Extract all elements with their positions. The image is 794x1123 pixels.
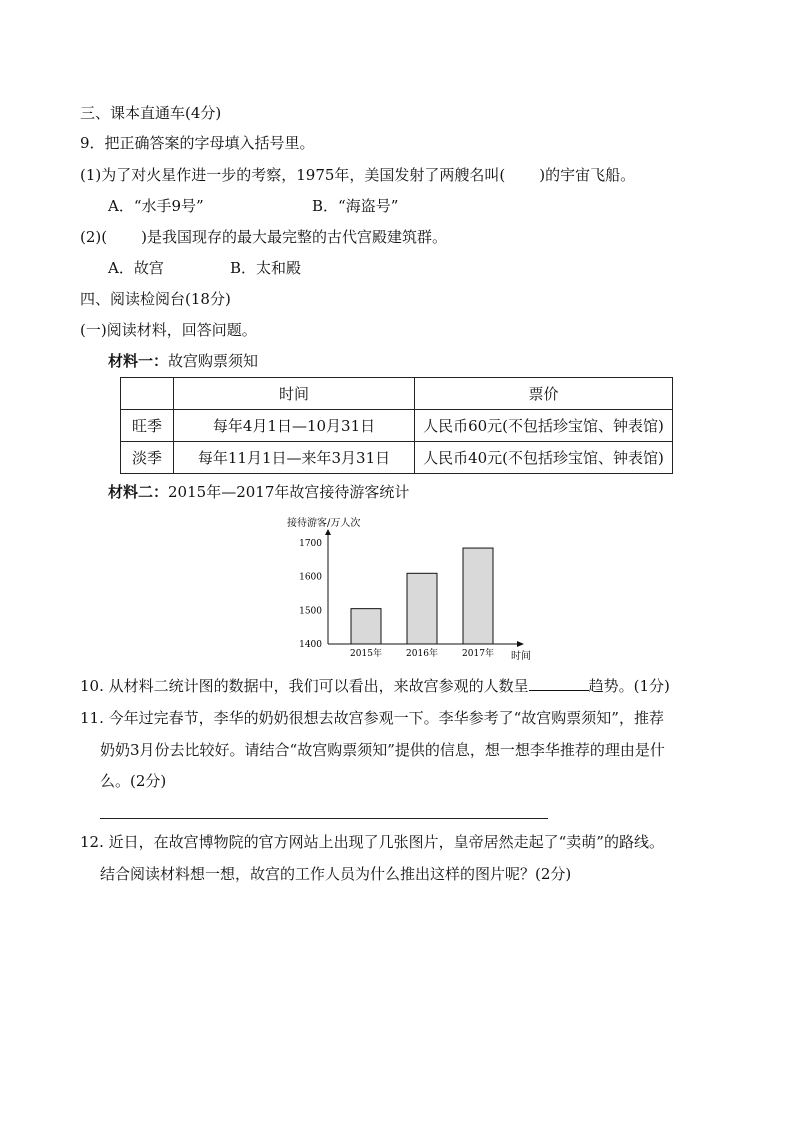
answer-line[interactable] <box>100 818 548 819</box>
q11-line3: 么。(2分) <box>100 772 167 790</box>
chart-xlabel: 时间 <box>511 651 531 662</box>
table-row <box>121 410 673 442</box>
material2-heading <box>108 482 409 502</box>
y-tick-label: 1700 <box>299 539 322 549</box>
table-header-row <box>121 378 673 410</box>
table-cell: 旺季 <box>121 410 174 442</box>
q9-1-text-post: )的宇宙飞船。 <box>539 166 636 184</box>
section4-title: 四、阅读检阅台(18分) <box>80 290 231 308</box>
material2-title: 2015年—2017年故宫接待游客统计 <box>168 483 410 501</box>
x-tick-label: 2015年 <box>350 649 382 659</box>
q10 <box>80 676 670 696</box>
q9-1-option-b: B．“海盗号” <box>312 197 399 215</box>
q9-1 <box>80 165 635 185</box>
material1-title: 故宫购票须知 <box>168 352 259 370</box>
material1-label: 材料一： <box>108 352 169 370</box>
table-cell: 每年11月1日—来年3月31日 <box>174 442 415 474</box>
material1-heading <box>108 351 258 371</box>
table-row <box>121 442 673 474</box>
q9-stem: 9．把正确答案的字母填入括号里。 <box>80 134 315 152</box>
x-axis-arrow-icon <box>517 641 524 647</box>
chart-ylabel: 接待游客/万人次 <box>287 518 361 529</box>
x-tick-label: 2017年 <box>462 649 494 659</box>
y-tick-label: 1600 <box>299 572 322 583</box>
q9-2 <box>80 227 447 247</box>
q12-line1: 12. 近日，在故宫博物院的官方网站上出现了几张图片，皇帝居然走起了“卖萌”的路线。 <box>80 833 664 851</box>
q9-2-option-a: A．故宫 <box>108 259 164 277</box>
section3-title: 三、课本直通车(4分) <box>80 104 222 122</box>
table-header-cell <box>121 378 174 410</box>
table-header-cell: 时间 <box>174 378 415 410</box>
ticket-table <box>120 377 673 474</box>
bar <box>407 573 437 644</box>
y-axis-arrow-icon <box>325 529 331 535</box>
y-tick-label: 1500 <box>299 606 322 617</box>
q11-line1: 11. 今年过完春节，李华的奶奶很想去故宫参观一下。李华参考了“故宫购票须知”，推荐 <box>80 709 664 727</box>
table-cell: 每年4月1日—10月31日 <box>174 410 415 442</box>
table-cell: 淡季 <box>121 442 174 474</box>
bar <box>351 609 381 644</box>
table-header-cell: 票价 <box>415 378 673 410</box>
q9-2-text-post: )是我国现存的最大最完整的古代宫殿建筑群。 <box>141 228 447 246</box>
table-cell: 人民币40元(不包括珍宝馆、钟表馆) <box>415 442 673 474</box>
q12-line2: 结合阅读材料想一想，故宫的工作人员为什么推出这样的图片呢？(2分) <box>100 865 572 883</box>
q9-2-text-pre: (2)( <box>80 228 108 246</box>
material2-label: 材料二： <box>108 483 169 501</box>
q9-2-option-b: B．太和殿 <box>230 259 302 277</box>
table-cell: 人民币60元(不包括珍宝馆、钟表馆) <box>415 410 673 442</box>
bar <box>463 548 493 644</box>
x-tick-label: 2016年 <box>406 649 438 659</box>
y-tick-label: 1400 <box>299 640 322 650</box>
q9-1-text-pre: (1)为了对火星作进一步的考察，1975年，美国发射了两艘名叫( <box>80 166 506 184</box>
part1-title: (一)阅读材料，回答问题。 <box>80 321 257 339</box>
q10-text-pre: 10. 从材料二统计图的数据中，我们可以看出，来故宫参观的人数呈 <box>80 677 529 695</box>
q9-1-option-a: A．“水手9号” <box>108 197 204 215</box>
q11-line2: 奶奶3月份去比较好。请结合“故宫购票须知”提供的信息，想一想李华推荐的理由是什 <box>100 741 665 759</box>
visitor-bar-chart <box>280 510 540 665</box>
answer-blank[interactable] <box>529 676 589 691</box>
q10-text-post: 趋势。(1分) <box>588 677 670 695</box>
